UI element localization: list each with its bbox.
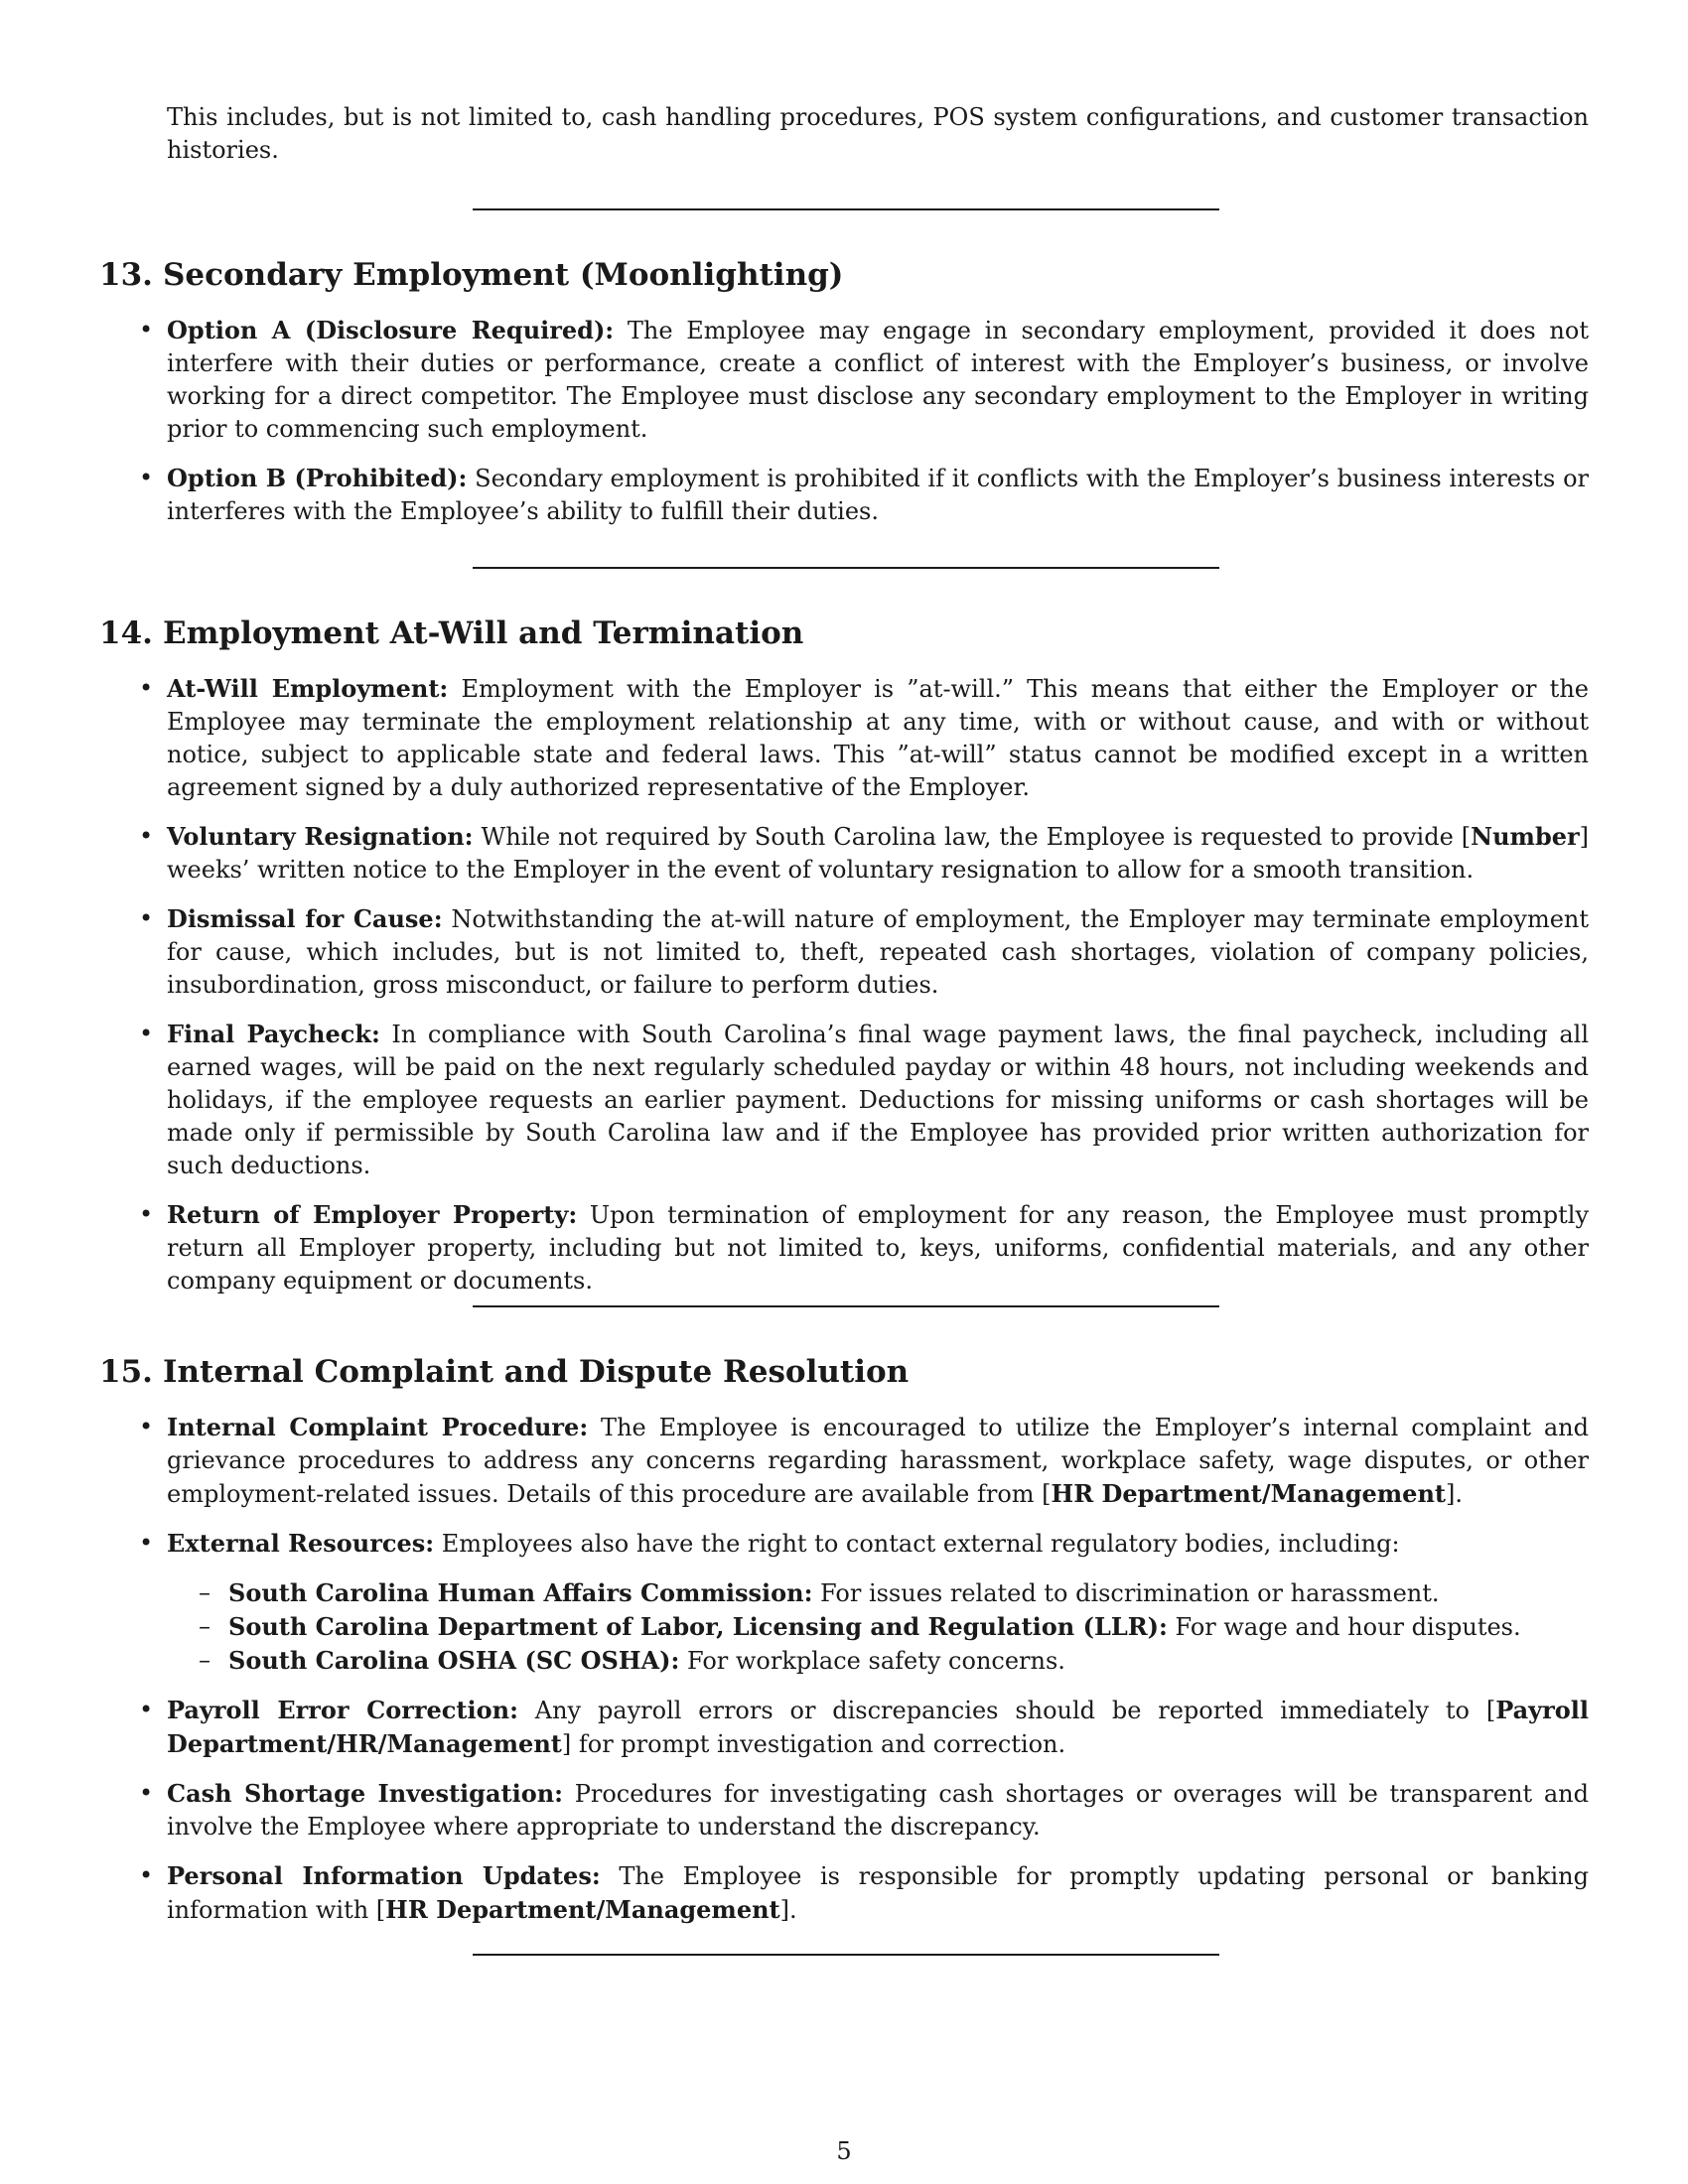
item-term: Final Paycheck: [167, 1020, 380, 1048]
item-text: ]. [779, 1896, 797, 1924]
list-item [167, 1777, 1589, 1843]
item-text: The Employee is encouraged to utilize the Employer’s internal complaint and grievance procedures to address any concerns regarding harassment, workplace safety, wage disputes, or other employment-related issues. Details of this procedure are available from [ [167, 1414, 1589, 1508]
section-divider [473, 208, 1219, 210]
list-item [167, 1198, 1589, 1297]
section-title: Internal Complaint and Dispute Resolution [163, 1354, 910, 1390]
section-13-heading [99, 256, 843, 294]
item-term: External Resources: [167, 1529, 435, 1558]
item-text: The Employee is responsible for promptly updating personal or banking information with [ [167, 1862, 1589, 1924]
page-number: 5 [836, 2137, 852, 2165]
item-text: ]. [1445, 1480, 1463, 1508]
section-number: 13. [99, 257, 153, 293]
item-text: Secondary employment is prohibited if it conflicts with the Employer’s business interests or interferes with the Employee’s ability to fulfill their duties. [167, 465, 1590, 525]
section-number: 15. [99, 1354, 153, 1390]
item-text: In compliance with South Carolina’s final wage payment laws, the final paycheck, including all earned wages, will be paid on the next regularly scheduled payday or within 48 hours, not including weekends and holidays, if the employee requests an earlier payment. Deductions for missing uniforms or cash shortages will be made only if permissible by South Carolina law and if the Employee has provided prior written authorization for such deductions. [167, 1021, 1590, 1179]
item-term: Personal Information Updates: [167, 1861, 601, 1890]
section-title: Employment At-Will and Termination [163, 615, 804, 651]
list-item [167, 1018, 1589, 1182]
item-term: South Carolina Human Affairs Commission: [228, 1578, 813, 1607]
sub-list-item [167, 1576, 1589, 1610]
item-term: South Carolina OSHA (SC OSHA): [228, 1646, 680, 1675]
item-text: Employment with the Employer is ”at-will.” This means that either the Employer or the Employee may terminate the employment relationship at any time, with or without cause, and with or without notice, subject to applicable state and federal laws. This ”at-will” status cannot be modified except in a written agreement signed by a duly authorized representative of the Employer. [167, 675, 1589, 801]
item-term: Dismissal for Cause: [167, 904, 443, 933]
list-item [167, 1694, 1589, 1761]
item-term: Option B (Prohibited): [167, 464, 468, 492]
item-text: Employees also have the right to contact external regulatory bodies, including: [434, 1530, 1400, 1558]
item-term: Return of Employer Property: [167, 1200, 578, 1229]
list-item [167, 672, 1589, 804]
item-text: The Employee may engage in secondary employment, provided it does not interfere with their duties or performance, create a conflict of interest with the Employer’s business, or involve working for a direct competitor. The Employee must disclose any secondary employment to the Employer in writing prior to commencing such employment. [167, 317, 1589, 443]
sub-list-item [167, 1610, 1589, 1644]
item-term: Payroll Error Correction: [167, 1696, 518, 1724]
placeholder-field: HR Department/Management [385, 1895, 780, 1924]
section-number: 14. [99, 615, 153, 651]
item-text: Any payroll errors or discrepancies should be reported immediately to [ [517, 1697, 1496, 1724]
list-item [167, 314, 1589, 446]
section-14-heading [99, 614, 803, 652]
list-item [167, 1411, 1589, 1511]
placeholder-field: Number [1471, 822, 1580, 851]
item-text: For issues related to discrimination or harassment. [812, 1579, 1440, 1607]
placeholder-field: Payroll Department/HR/Management [167, 1696, 1589, 1758]
section-divider [473, 1305, 1219, 1307]
item-term: Option A (Disclosure Required): [167, 316, 615, 344]
list-item [167, 1859, 1589, 1927]
item-text: Upon termination of employment for any reason, the Employee must promptly return all Employer property, including but not limited to, keys, uniforms, confidential materials, and any other company equipment or documents. [167, 1201, 1589, 1295]
section-divider [473, 1954, 1219, 1956]
section-title: Secondary Employment (Moonlighting) [163, 257, 844, 293]
intro-paragraph: This includes, but is not limited to, cash handling procedures, POS system configurations, and customer transaction histories. [167, 103, 1589, 164]
section-15-list [167, 1411, 1589, 1943]
section-13-list [167, 314, 1589, 544]
item-term: At-Will Employment: [167, 674, 449, 703]
list-item [167, 462, 1589, 528]
section-divider [473, 567, 1219, 569]
item-term: Voluntary Resignation: [167, 822, 474, 851]
item-text: For workplace safety concerns. [679, 1647, 1065, 1675]
item-text: Procedures for investigating cash shortages or overages will be transparent and involve the Employee where appropriate to understand the discrepancy. [167, 1780, 1589, 1841]
list-item [167, 902, 1589, 1002]
placeholder-field: HR Department/Management [1051, 1479, 1446, 1508]
sub-list-item [167, 1644, 1589, 1678]
item-term: Internal Complaint Procedure: [167, 1413, 589, 1441]
list-item [167, 820, 1589, 887]
item-text: Notwithstanding the at-will nature of employment, the Employer may terminate employment for cause, which includes, but is not limited to, theft, repeated cash shortages, violation of company policies, insubordination, gross misconduct, or failure to perform duties. [167, 905, 1590, 999]
item-text: ] for prompt investigation and correction. [561, 1730, 1066, 1758]
section-14-list [167, 672, 1589, 1313]
item-term: South Carolina Department of Labor, Licensing and Regulation (LLR): [228, 1612, 1168, 1641]
item-text: For wage and hour disputes. [1167, 1613, 1521, 1641]
external-resources-list [167, 1576, 1589, 1678]
section-15-heading [99, 1353, 909, 1391]
item-text: ] weeks’ written notice to the Employer in the event of voluntary resignation to allow for a smooth transition. [167, 823, 1590, 884]
item-term: Cash Shortage Investigation: [167, 1779, 564, 1808]
list-item [167, 1527, 1589, 1678]
item-text: While not required by South Carolina law, the Employee is requested to provide [ [473, 823, 1472, 851]
